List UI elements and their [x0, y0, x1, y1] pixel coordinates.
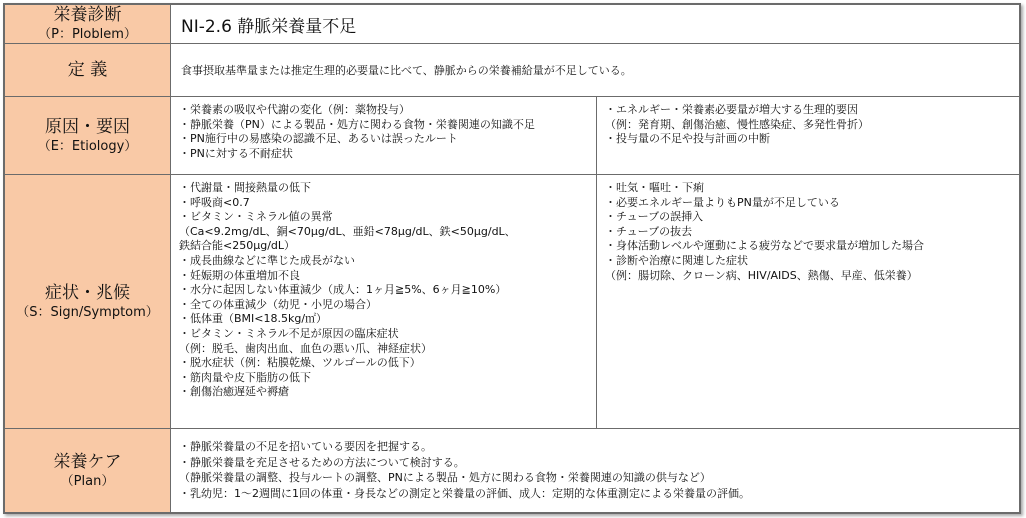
plan-sub-label: （Plan）	[60, 473, 115, 489]
list-item: ・脱水症状（例：粘膜乾燥、ツルゴールの低下）	[179, 356, 421, 370]
list-item: （例：脱毛、歯肉出血、血色の悪い爪、神経症状）	[179, 341, 432, 355]
list-item: ・必要エネルギー量よりもPN量が不足している	[605, 195, 840, 209]
symptom-sub-label: （S：Sign/Symptom）	[16, 304, 159, 320]
row-definition	[5, 44, 1020, 97]
plan-cell	[171, 429, 1020, 513]
list-item: ・代謝量・間接熱量の低下	[179, 181, 311, 194]
row-plan	[5, 429, 1020, 513]
list-item: 鉄結合能<250μg/dL）	[179, 239, 296, 253]
list-item: ・妊娠期の体重増加不良	[179, 268, 300, 282]
symptom-label-cell	[5, 175, 171, 429]
list-item: ・チューブの誤挿入	[605, 210, 704, 224]
etiology-right-cell	[597, 97, 1020, 175]
list-item: ・診断や治療に関連した症状	[605, 253, 748, 267]
list-item: ・エネルギー・栄養素必要量が増大する生理的要因	[605, 103, 858, 116]
list-item: ・呼吸商<0.7	[179, 195, 250, 209]
definition-text: 食事摂取基準量または推定生理的必要量に比べて、静脈からの栄養補給量が不足している。	[171, 44, 1020, 97]
diagnosis-title: NI-2.6 静脈栄養量不足	[171, 5, 1020, 44]
etiology-left-cell	[171, 97, 597, 175]
etiology-label: 原因・要因	[45, 116, 130, 137]
row-diagnosis	[5, 5, 1020, 44]
definition-label: 定 義	[67, 59, 108, 80]
definition-label-cell	[5, 44, 171, 97]
list-item: ・低体重（BMI<18.5kg/㎡）	[179, 312, 328, 326]
list-item: ・全ての体重減少（幼児・小児の場合）	[179, 297, 377, 311]
list-item: ・ビタミン・ミネラル値の異常	[179, 210, 333, 224]
list-item: （Ca<9.2mg/dL、銅<70μg/dL、亜鉛<78μg/dL、鉄<50μg/dL、	[179, 224, 516, 238]
list-item: ・静脈栄養量を充足させるための方法について検討する。	[179, 455, 465, 469]
list-item: ・PN施行中の易感染の認識不足、あるいは誤ったルート	[179, 132, 458, 146]
list-item: （例：発育期、創傷治癒、慢性感染症、多発性骨折）	[605, 117, 869, 131]
etiology-sub-label: （E：Etiology）	[37, 138, 138, 154]
row-symptom	[5, 175, 1020, 429]
list-item: ・チューブの抜去	[605, 224, 693, 238]
list-item: （例：腸切除、クローン病、HIV/AIDS、熱傷、早産、低栄養）	[605, 268, 918, 282]
diagnosis-sub-label: （P：Ploblem）	[38, 27, 137, 42]
list-item: ・吐気・嘔吐・下痢	[605, 181, 704, 194]
list-item: ・投与量の不足や投与計画の中断	[605, 132, 770, 146]
list-item: ・筋肉量や皮下脂肪の低下	[179, 370, 311, 384]
symptom-left-cell	[171, 175, 597, 429]
list-item: （静脈栄養量の調整、投与ルートの調整、PNによる製品・処方に関わる食物・栄養関連の知識の供与など）	[179, 471, 711, 484]
diagnosis-label-cell	[5, 5, 171, 44]
plan-label: 栄養ケア	[53, 451, 122, 472]
etiology-label-cell	[5, 97, 171, 175]
list-item: ・身体活動レベルや運動による疲労などで要求量が増加した場合	[605, 239, 924, 253]
row-etiology	[5, 97, 1020, 175]
list-item: ・静脈栄養（PN）による製品・処方に関わる食物・栄養関連の知識不足	[179, 117, 535, 131]
list-item: ・栄養素の吸収や代謝の変化（例：薬物投与）	[179, 103, 410, 116]
nutrition-diagnosis-table	[3, 3, 1021, 514]
list-item: ・静脈栄養量の不足を招いている要因を把握する。	[179, 440, 432, 453]
list-item: ・水分に起因しない体重減少（成人：1ヶ月≧5%、6ヶ月≧10%）	[179, 283, 507, 297]
symptom-right-cell	[597, 175, 1020, 429]
symptom-label: 症状・兆候	[45, 282, 130, 303]
plan-label-cell	[5, 429, 171, 513]
list-item: ・PNに対する不耐症状	[179, 146, 293, 160]
list-item: ・乳幼児：1～2週間に1回の体重・身長などの測定と栄養量の評価、成人：定期的な体重測定による栄養量の評価。	[179, 486, 750, 500]
list-item: ・創傷治癒遅延や褥瘡	[179, 385, 289, 399]
list-item: ・成長曲線などに準じた成長がない	[179, 253, 355, 267]
list-item: ・ビタミン・ミネラル不足が原因の臨床症状	[179, 326, 399, 340]
diagnosis-label: 栄養診断	[53, 5, 122, 25]
